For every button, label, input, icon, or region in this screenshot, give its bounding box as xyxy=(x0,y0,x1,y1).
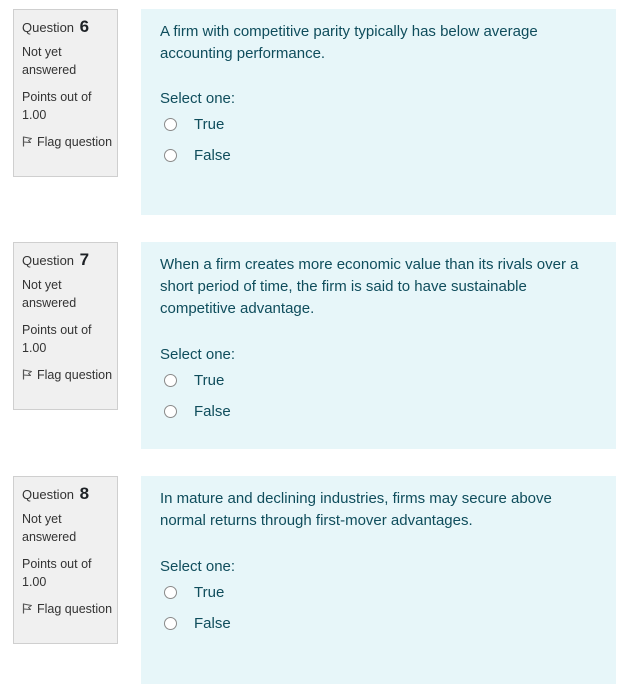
radio-false[interactable] xyxy=(164,617,177,630)
question-content xyxy=(141,476,616,684)
radio-true[interactable] xyxy=(164,374,177,387)
option-false-label: False xyxy=(194,403,231,420)
option-false-label: False xyxy=(194,147,231,164)
flag-question-button[interactable] xyxy=(22,600,117,618)
radio-true[interactable] xyxy=(164,118,177,131)
flag-icon xyxy=(22,603,33,614)
select-one-prompt: Select one: xyxy=(160,346,236,363)
flag-icon xyxy=(22,369,33,380)
question-grade: Points out of 1.00 xyxy=(22,90,92,122)
option-true-label: True xyxy=(194,116,225,133)
select-one-prompt: Select one: xyxy=(160,90,236,107)
option-true-label: True xyxy=(194,584,225,601)
question-number: Question 7 xyxy=(22,250,90,269)
question-state: Not yet answered xyxy=(22,278,77,310)
flag-icon xyxy=(22,136,33,147)
flag-question-label: Flag question xyxy=(37,135,113,149)
radio-true[interactable] xyxy=(164,586,177,599)
question-content xyxy=(141,9,616,215)
question-number: Question 6 xyxy=(22,17,90,36)
radio-false[interactable] xyxy=(164,149,177,162)
option-false-label: False xyxy=(194,615,231,632)
select-one-prompt: Select one: xyxy=(160,558,236,575)
flag-question-button[interactable] xyxy=(22,133,117,151)
question-number: Question 8 xyxy=(22,484,90,503)
question-info xyxy=(13,242,118,410)
question-text: A firm with competitive parity typically has below average accounting performance. xyxy=(160,23,538,62)
question-text: In mature and declining industries, firms may secure above normal returns through first-mover advantages. xyxy=(160,490,552,529)
question-state: Not yet answered xyxy=(22,512,77,544)
question-state: Not yet answered xyxy=(22,45,77,77)
radio-false[interactable] xyxy=(164,405,177,418)
question-text: When a firm creates more economic value than its rivals over a short period of time, the firm is said to have sustainable competitive advantage. xyxy=(160,256,579,317)
question-grade: Points out of 1.00 xyxy=(22,323,92,355)
flag-question-label: Flag question xyxy=(37,368,113,382)
option-true-label: True xyxy=(194,372,225,389)
question-info xyxy=(13,9,118,177)
flag-question-label: Flag question xyxy=(37,602,113,616)
question-info xyxy=(13,476,118,644)
flag-question-button[interactable] xyxy=(22,366,117,384)
question-grade: Points out of 1.00 xyxy=(22,557,92,589)
question-content xyxy=(141,242,616,449)
